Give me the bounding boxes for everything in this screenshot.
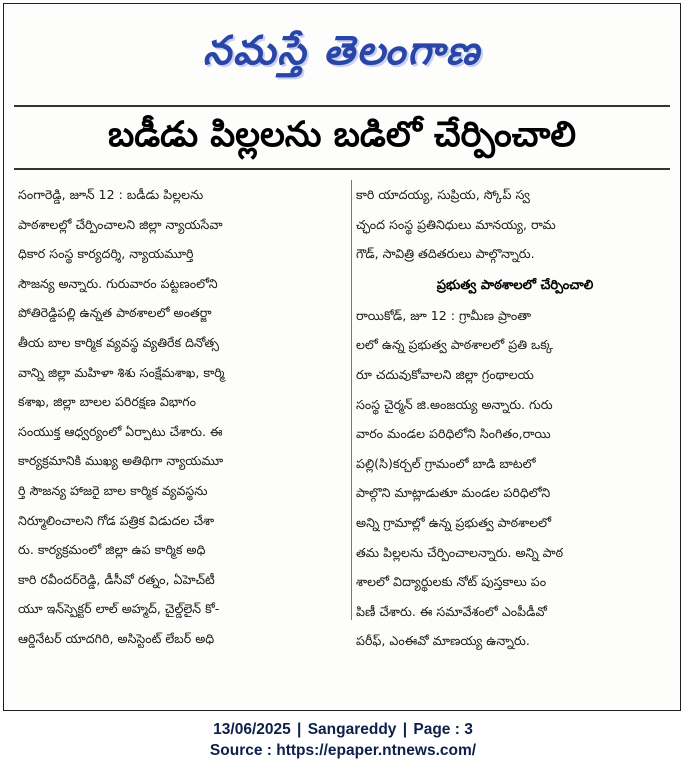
article-text-line: శాలలో విద్యార్థులకు నోట్ పుస్తకాలు పం (356, 574, 547, 590)
article-text-line: లలో ఉన్న ప్రభుత్వ పాఠశాలలో ప్రతి ఒక్క (356, 337, 553, 353)
article-text-line: వారం మండల పరిధిలోని సింగితం,రాయి (356, 426, 551, 442)
article-text-line: రు. కార్యక్రమంలో జిల్లా ఉప కార్మిక అధి (18, 542, 206, 558)
article-text-line: పాఠశాలల్లో చేర్పించాలని జిల్లా న్యాయసేవా (18, 216, 223, 232)
article-text-line: తమ పిల్లలను చేర్పించాలన్నారు. అన్ని పాఠ (356, 544, 564, 560)
newspaper-clipping (3, 3, 681, 711)
article-text-line: సౌజన్య అన్నారు. గురువారం పట్టణంలోని (18, 275, 218, 291)
article-text-line: పోతిరెడ్డిపల్లి ఉన్నత పాఠశాలలో అంతర్జా (18, 305, 212, 321)
article-text-line: కశాఖ, జిల్లా బాలల పరిరక్షణ విభాగం (18, 394, 197, 410)
clipping-footer (0, 719, 686, 761)
article-right-column (356, 180, 674, 656)
footer-source: Source : https://epaper.ntnews.com/ (209, 742, 477, 759)
footer-page: Page : 3 (413, 721, 473, 738)
right-column-top-text (356, 180, 674, 269)
footer-location: Sangareddy (307, 721, 397, 738)
article-text-line: ఆర్డినేటర్ యాదగిరి, అసిస్టెంట్ లేబర్ అధి (18, 630, 215, 646)
article-text-line: కారి యాదయ్య, సుప్రియ, స్కోప్ స్వ (356, 187, 530, 202)
article-text-line: కారి రవీందర్‌రెడ్డి, డీసీవో రత్నం, ఏహెచ్‌టీ (18, 571, 215, 587)
column-divider (351, 180, 352, 620)
headline-bottom-rule (14, 168, 670, 170)
article-text-line: పిణీ చేశారు. ఈ సమావేశంలో ఎంపీడీవో (356, 603, 547, 619)
article-text-line: పల్లి(సి)కర్చల్ గ్రామంలో బాడి బాటలో (356, 455, 536, 471)
newspaper-masthead (4, 12, 680, 90)
article-text-line: కార్యక్రమానికి ముఖ్య అతిథిగా న్యాయమూ (18, 453, 224, 469)
article-text-line: గౌడ్, సావిత్రి తదితరులు పాల్గొన్నారు. (356, 246, 535, 262)
article-text-line: ర్తి సౌజన్య హాజరై బాల కార్మిక వ్యవస్థను (18, 482, 208, 498)
article-text-line: పరీఫ్, ఎంఈవో మాణయ్య ఉన్నారు. (356, 633, 530, 649)
article-text-line: పాల్గొని మాట్లాడుతూ మండల పరిధిలోని (356, 485, 551, 501)
footer-meta-line: 13/06/2025 | Sangareddy | Page : 3 (213, 721, 473, 738)
article-text-line: తీయ బాల కార్మిక వ్యవస్థ వ్యతిరేక దినోత్స (18, 334, 219, 350)
article-text-line: నిర్మూలించాలని గోడ పత్రిక విడుదల చేశా (18, 512, 215, 528)
article-subheading: ప్రభుత్వ పాఠశాలలో చేర్పించాలి (436, 277, 594, 293)
article-text-line: రాయికోడ్, జూ 12 : గ్రామీణ ప్రాంతా (356, 307, 531, 323)
article-text-line: సంగారెడ్డి, జూన్ 12 : బడీడు పిల్లలను (18, 187, 204, 202)
article-text-line: అన్ని గ్రామాల్లో ఉన్న ప్రభుత్వ పాఠశాలలో (356, 514, 552, 530)
article-headline: బడీడు పిల్లలను బడిలో చేర్పించాలి (107, 115, 577, 155)
article-text-line: రూ చదువుకోవాలని జిల్లా గ్రంథాలయ (356, 366, 534, 382)
article-text-line: సంయుక్త ఆధ్వర్యంలో ఏర్పాటు చేశారు. ఈ (18, 423, 223, 439)
right-column-bottom-text (356, 301, 674, 656)
article-text-line: చ్ఛంద సంస్థ ప్రతినిధులు మానయ్య, రామ (356, 216, 556, 232)
headline-top-rule (14, 105, 670, 107)
article-text-line: వాన్ని జిల్లా మహిళా శిశు సంక్షేమశాఖ, కార్మి (18, 364, 225, 380)
article-text-line: ధికార సంస్థ కార్యదర్శి, న్యాయమూర్తి (18, 246, 194, 262)
footer-date: 13/06/2025 (213, 721, 291, 738)
article-left-column (18, 180, 348, 654)
masthead-logo-text: నమస్తే తెలంగాణ (202, 27, 482, 74)
article-text-line: సంస్థ చైర్మన్ జి.అంజయ్య అన్నారు. గురు (356, 396, 553, 412)
article-text-line: యూ ఇన్‌స్పెక్టర్ లాల్ అహ్మద్, చైల్డ్‌లైన్ కో- (18, 601, 220, 617)
